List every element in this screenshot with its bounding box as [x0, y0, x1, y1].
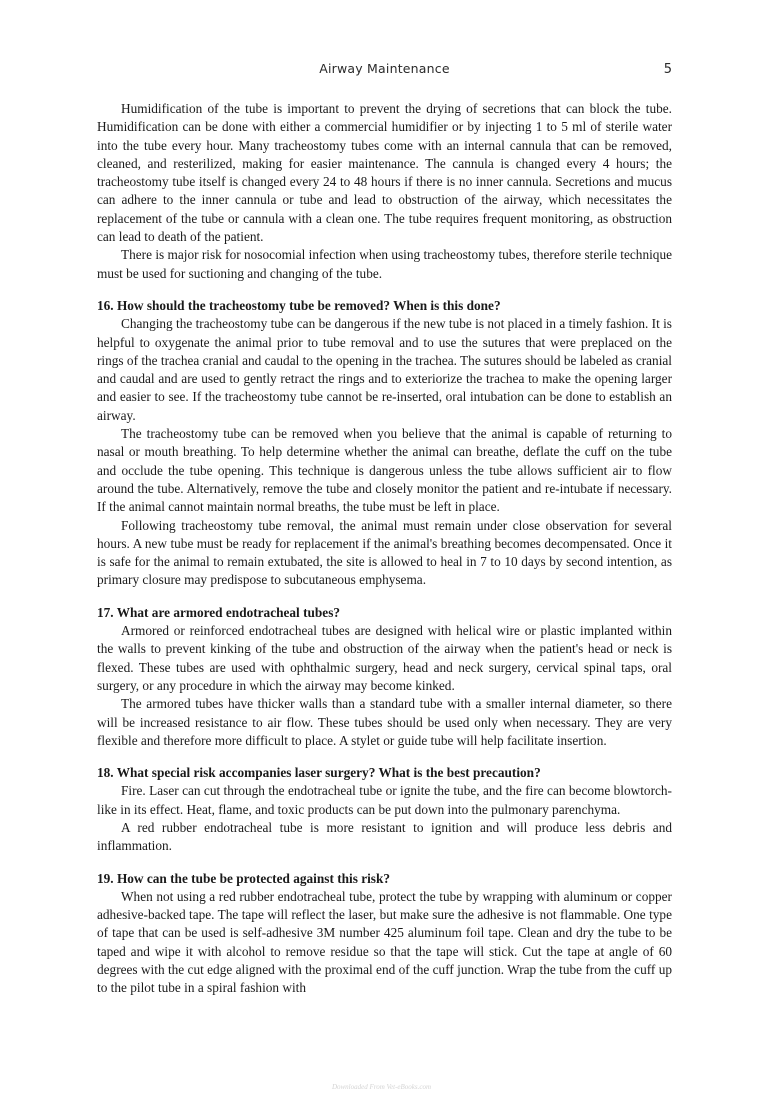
paragraph: Humidification of the tube is important to prevent the drying of secretions that can block the tube. Humidification can be done with either a commercial humidifier or by injecting 1 to 5 ml of sterile water into the tube every hour. Many tracheostomy tubes come with an internal cannula that can be removed, cleaned, and resterilized, making for easier maintenance. The cannula is changed every 4 hours; the tracheostomy tube itself is changed every 24 to 48 hours if there is no inner cannula. Secretions and mucus can adhere to the inner cannula or tube and lead to obstruction of the airway, which necessitates the replacement of the tube or cannula with a clean one. The tube requires frequent monitoring, as obstruction can lead to death of the patient. — [97, 101, 672, 245]
paragraph: Changing the tracheostomy tube can be dangerous if the new tube is not placed in a timely fashion. It is helpful to oxygenate the animal prior to tube removal and to use the sutures that were preplaced on the rings of the trachea cranial and caudal to the opening in the trachea. The sutures should be labeled as cranial and caudal and are used to gently retract the rings and to exteriorize the trachea to make the opening larger and easier to see. If the tracheostomy tube cannot be re-inserted, oral intubation can be done to establish an airway. — [97, 316, 672, 423]
paragraph: There is major risk for nosocomial infection when using tracheostomy tubes, therefore sterile technique must be used for suctioning and changing of the tube. — [97, 247, 672, 281]
question-heading: 18. What special risk accompanies laser surgery? What is the best precaution? — [97, 765, 541, 781]
paragraph: The tracheostomy tube can be removed when you believe that the animal is capable of returning to nasal or mouth breathing. To help determine whether the animal can breathe, deflate the cuff on the tube and occlude the tube opening. This technique is dangerous unless the tube allows sufficient air to flow around the tube. Alternatively, remove the tube and closely monitor the patient and re-intubate if necessary. If the animal cannot maintain normal breaths, the tube must be left in place. — [97, 426, 672, 515]
paragraph: When not using a red rubber endotracheal tube, protect the tube by wrapping with aluminum or copper adhesive-backed tape. The tape will reflect the laser, but make sure the adhesive is not flammable. One type of tape that can be used is self-adhesive 3M number 425 aluminum foil tape. Clean and dry the tube to be taped and wipe it with alcohol to remove residue so that the tape will stick. Cut the tape at angle of 60 degrees with the cut edge aligned with the proximal end of the cuff junction. Wrap the tube from the cuff up to the pilot tube in a spiral fashion with — [97, 888, 672, 996]
watermark: Downloaded From Vet-eBooks.com — [331, 1083, 432, 1091]
paragraph: Following tracheostomy tube removal, the animal must remain under close observation for several hours. A new tube must be ready for replacement if the animal's breathing becomes decompensated. Once it is safe for the animal to remain extubated, the site is allowed to heal in 7 to 10 days by second intention, as primary closure may predispose to subcutaneous emphysema. — [97, 517, 672, 588]
paragraph: The armored tubes have thicker walls than a standard tube with a smaller internal diameter, so there will be increased resistance to air flow. These tubes should be used only when necessary. They are very flexible and therefore more difficult to place. A stylet or guide tube will help facilitate insertion. — [97, 696, 672, 748]
question-heading: 17. What are armored endotracheal tubes? — [97, 604, 341, 620]
page-number: 5 — [663, 62, 672, 77]
question-heading: 19. How can the tube be protected against this risk? — [97, 870, 391, 886]
question-heading: 16. How should the tracheostomy tube be removed? When is this done? — [97, 297, 501, 313]
running-head: Airway Maintenance — [319, 61, 450, 76]
page-header — [97, 61, 672, 81]
paragraph: Armored or reinforced endotracheal tubes are designed with helical wire or plastic implanted within the walls to prevent kinking of the tube and obstruction of the airway when the patient's head or neck is flexed. These tubes are used with ophthalmic surgery, head and neck surgery, cervical spinal taps, oral surgery, or any procedure in which the airway may become kinked. — [97, 623, 672, 693]
paragraph: Fire. Laser can cut through the endotracheal tube or ignite the tube, and the fire can become blowtorch-like in its effect. Heat, flame, and toxic products can be put down into the pulmonary parenchyma. — [97, 783, 672, 817]
body-text — [97, 100, 672, 998]
paragraph: A red rubber endotracheal tube is more resistant to ignition and will produce less debris and inflammation. — [97, 819, 672, 854]
